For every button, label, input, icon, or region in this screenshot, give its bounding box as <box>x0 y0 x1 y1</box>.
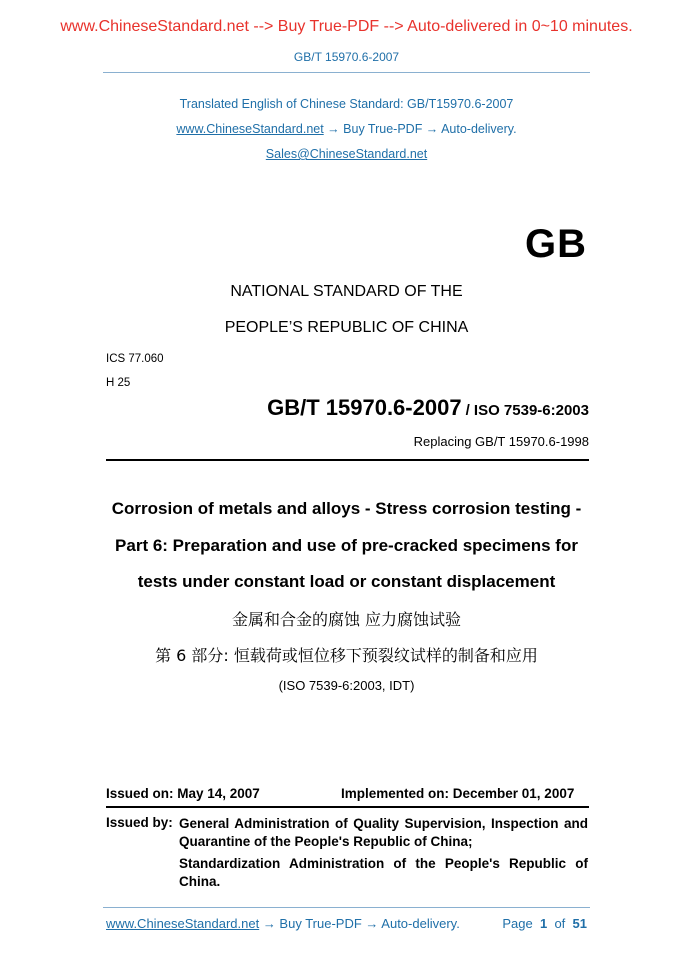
gb-logo: GB <box>525 222 587 266</box>
translation-notice: Translated English of Chinese Standard: GB/T15970.6-2007 <box>179 97 514 111</box>
footer-links <box>106 916 460 931</box>
issued-by-agency-2: Standardization Administration of the People's Republic of China. <box>179 856 588 889</box>
title-en-line2: Part 6: Preparation and use of pre-cracked specimens for <box>115 536 578 555</box>
title-en-line1: Corrosion of metals and alloys - Stress corrosion testing - <box>111 499 582 518</box>
footer-chinesestandard-link[interactable]: www.ChineseStandard.net <box>106 916 260 931</box>
gb-number: GB/T 15970.6-2007 <box>267 395 462 420</box>
issued-by-label: Issued by: <box>106 815 173 830</box>
issued-by-agency-1: General Administration of Quality Supervision, Inspection and Quarantine of the People's Republic of China; <box>179 816 588 849</box>
ccs-code: H 25 <box>106 377 131 389</box>
chinesestandard-link[interactable]: www.ChineseStandard.net <box>176 122 324 136</box>
ics-code: ICS 77.060 <box>106 353 164 365</box>
title-en-line3: tests under constant load or constant displacement <box>137 572 556 591</box>
header-standard-code: GB/T 15970.6-2007 <box>293 50 400 64</box>
title-cn-line1: 金属和合金的腐蚀 应力腐蚀试验 <box>231 610 462 629</box>
title-cn-line2: 第 6 部分: 恒载荷或恒位移下预裂纹试样的制备和应用 <box>155 646 538 665</box>
footer-buy-text: → Buy True-PDF → Auto-delivery. <box>259 916 460 931</box>
sales-email-row <box>0 147 693 161</box>
idt-note: (ISO 7539-6:2003, IDT) <box>278 678 415 693</box>
footer-divider <box>103 907 590 908</box>
standard-number <box>267 395 589 421</box>
iso-number: / ISO 7539-6:2003 <box>465 402 589 419</box>
page-number: 1 <box>539 916 548 931</box>
replacing-note: Replacing GB/T 15970.6-1998 <box>413 434 589 449</box>
title-divider <box>106 459 589 461</box>
national-standard-line2: PEOPLE’S REPUBLIC OF CHINA <box>224 319 469 336</box>
sales-email-link[interactable]: Sales@ChineseStandard.net <box>265 147 428 161</box>
total-pages: 51 <box>572 916 587 931</box>
implemented-on-date: Implemented on: December 01, 2007 <box>341 786 575 801</box>
issued-on-date: Issued on: May 14, 2007 <box>106 786 260 801</box>
banner-text[interactable]: www.ChineseStandard.net --> Buy True-PDF --> Auto-delivered in 0~10 minutes. <box>60 18 633 35</box>
issue-divider <box>106 806 589 808</box>
page-word: Page <box>502 916 533 931</box>
buy-pdf-text: → Buy True-PDF → Auto-delivery. <box>323 122 517 136</box>
national-standard-line1: NATIONAL STANDARD OF THE <box>230 283 463 300</box>
page-indicator <box>502 916 587 931</box>
of-word: of <box>554 916 566 931</box>
translation-links <box>0 122 693 136</box>
header-divider <box>103 72 590 73</box>
